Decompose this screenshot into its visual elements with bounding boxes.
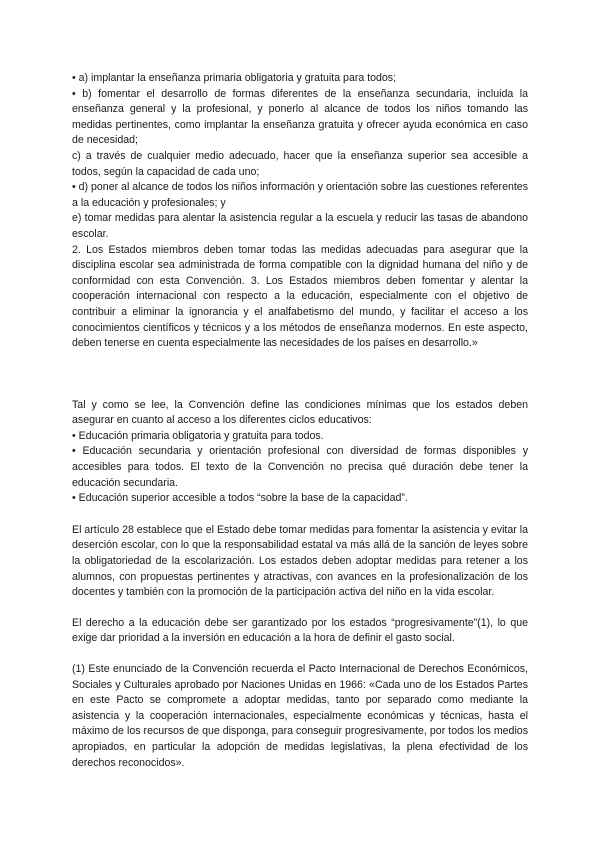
spacer — [72, 647, 528, 662]
paragraph-article-28: El artículo 28 establece que el Estado debe tomar medidas para fomentar la asistencia y evitar la deserción escolar, con lo que la responsabilidad estatal va más allá de la sanción de leyes sobre la obligatoriedad de la escolarización. Los estados deben adoptar medidas para retener a los alumnos, con propuestas pertinentes y atractivas, con avances en la profesionalización de los docentes y también con la promoción de la participación activa del niño en la vida escolar. — [72, 523, 528, 599]
paragraph-progressive: El derecho a la educación debe ser garantizado por los estados “progresivamente”(1), lo que exige dar prioridad a la inversión en educación a la hora de definir el gasto social. — [72, 616, 528, 645]
summary-bullet-secondary: • Educación secundaria y orientación profesional con diversidad de formas disponibles y accesibles para todos. El texto de la Convención no precisa qué duración debe tener la educación secundaria. — [72, 445, 528, 489]
summary-bullet-primary: • Educación primaria obligatoria y gratuita para todos. — [72, 429, 324, 442]
summary-intro: Tal y como se lee, la Convención define las condiciones mínimas que los estados deben asegurar en cuanto al acceso a los diferentes ciclos educativos: — [72, 398, 528, 427]
quote-paragraph-2-3: 2. Los Estados miembros deben tomar todas las medidas adecuadas para asegurar que la disciplina escolar sea administrada de forma compatible con la dignidad humana del niño y de conformidad con esta Convención. 3. Los Estados miembros deben fomentar y alentar la cooperación internacional con respecto a la educación, especialmente con el objetivo de contribuir a eliminar la ignorancia y el analfabetismo del mundo, y facilitar el acceso a los conocimientos científicos y técnicos y a los métodos de enseñanza modernos. En este aspecto, deben tenerse en cuenta especialmente las necesidades de los países en desarrollo.» — [72, 243, 528, 350]
quote-item-c: c) a través de cualquier medio adecuado, hacer que la enseñanza superior sea accesible a todos, según la capacidad de cada uno; — [72, 149, 528, 178]
summary-bullet-superior: • Educación superior accesible a todos “sobre la base de la capacidad”. — [72, 492, 408, 505]
quote-item-b: • b) fomentar el desarrollo de formas diferentes de la enseñanza secundaria, incluida la enseñanza general y la profesional, y ponerlo al alcance de todos los niños tomando las medidas pertinentes, como implantar la enseñanza gratuita y ofrecer ayuda económica en caso de necesidad; — [72, 87, 528, 147]
quote-item-d: • d) poner al alcance de todos los niños información y orientación sobre las cuestiones referentes a la educación y profesionales; y — [72, 181, 528, 209]
footnote-1: (1) Este enunciado de la Convención recuerda el Pacto Internacional de Derechos Económicos, Sociales y Culturales aprobado por Naciones Unidas en 1966: «Cada uno de los Estados Partes en este Pacto se compromete a adoptar medidas, tanto por separado como mediante la asistencia y la cooperación internacionales, especialmente económicas y técnicas, hasta el máximo de los recursos de que disponga, para conseguir progresivamente, por todos los medios apropiados, en particular la adopción de medidas legislativas, la plena efectividad de los derechos reconocidos». — [72, 663, 528, 769]
quote-item-e: e) tomar medidas para alentar la asistencia regular a la escuela y reducir las tasas de abandono escolar. — [72, 212, 528, 240]
document-body — [72, 71, 528, 771]
spacer — [72, 352, 528, 398]
spacer — [72, 507, 528, 523]
spacer — [72, 601, 528, 616]
quote-item-a: • a) implantar la enseñanza primaria obligatoria y gratuita para todos; — [72, 72, 397, 84]
